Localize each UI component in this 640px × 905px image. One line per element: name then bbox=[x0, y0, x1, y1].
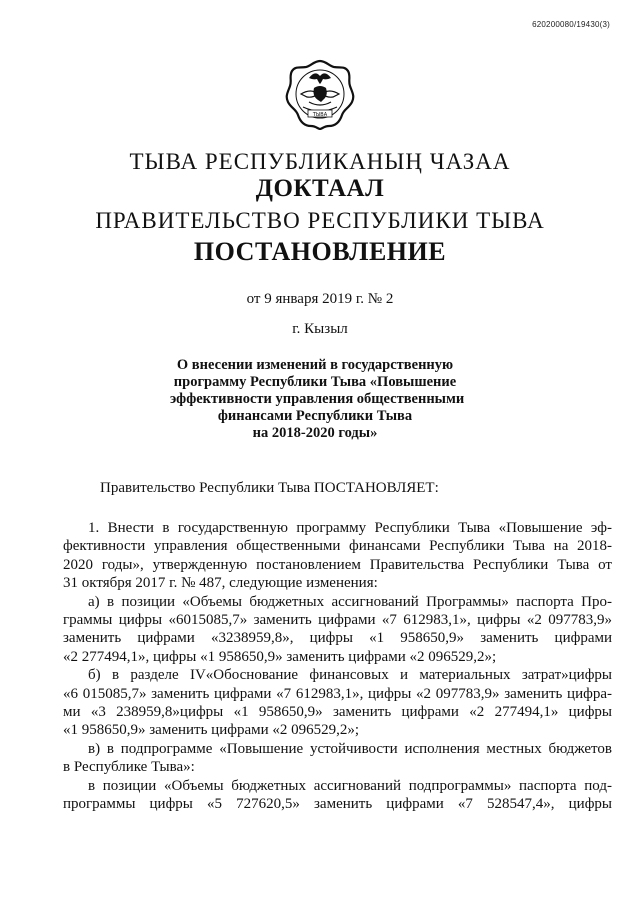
body-line: ми «3 238959,8»цифры «1 958650,9» заменить цифрами «2 277494,1» цифры bbox=[63, 704, 612, 721]
body-line: «2 277494,1», цифры «1 958650,9» заменить цифрами «2 096529,2»; bbox=[63, 648, 497, 665]
body-line: «1 958650,9» заменить цифрами «2 096529,2»; bbox=[63, 722, 360, 739]
subject-line: финансами Республики Тыва bbox=[217, 408, 413, 424]
body-line: граммы цифры «6015085,7» заменить цифрами «7 612983,1», цифры «2 097783,9» bbox=[63, 612, 612, 629]
document-city: г. Кызыл bbox=[292, 321, 348, 337]
body-line: в Республике Тыва»: bbox=[63, 759, 195, 776]
resolution-intro: Правительство Республики Тыва ПОСТАНОВЛЯЕТ: bbox=[100, 480, 439, 496]
body-line: программы цифры «5 727620,5» заменить цифрами «7 528547,4», цифры bbox=[63, 796, 612, 813]
header-government-tuvan: ТЫВА РЕСПУБЛИКАНЫҢ ЧАЗАА bbox=[129, 149, 511, 174]
document-registration-code: 620200080/19430(3) bbox=[532, 20, 610, 29]
body-line: фективности управления общественными финансами Республики Тыва на 2018- bbox=[63, 538, 612, 555]
body-line: 31 октября 2017 г. № 487, следующие изменения: bbox=[63, 575, 378, 592]
body-line: а) в позиции «Объемы бюджетных ассигнований Программы» паспорта Про- bbox=[88, 593, 612, 610]
document-body bbox=[63, 519, 612, 814]
body-line: заменить цифрами «3238959,8», цифры «1 958650,9» заменить цифрами bbox=[63, 630, 612, 647]
body-line: в позиции «Объемы бюджетных ассигнований подпрограммы» паспорта под- bbox=[88, 777, 612, 794]
subject-line: на 2018-2020 годы» bbox=[252, 425, 378, 441]
header-government-russian: ПРАВИТЕЛЬСТВО РЕСПУБЛИКИ ТЫВА bbox=[95, 208, 545, 233]
body-line: 2020 годы», утвержденную постановлением Правительства Республики Тыва от bbox=[63, 556, 612, 573]
body-line: 1. Внести в государственную программу Республики Тыва «Повышение эф- bbox=[88, 520, 612, 536]
body-line: «6 015085,7» заменить цифрами «7 612983,1», цифры «2 097783,9» заменить цифра- bbox=[63, 685, 612, 702]
document-subject bbox=[170, 357, 465, 442]
body-line: б) в разделе IV«Обоснование финансовых и материальных затрат»цифры bbox=[88, 667, 612, 684]
subject-line: эффективности управления общественными bbox=[170, 391, 465, 407]
subject-line: программу Республики Тыва «Повышение bbox=[173, 374, 457, 390]
document-date: от 9 января 2019 г. № 2 bbox=[246, 291, 394, 307]
header-decree-tuvan: ДОКТААЛ bbox=[255, 175, 385, 202]
emblem-ribbon-text: ТЫВА bbox=[312, 112, 328, 118]
coat-of-arms-emblem bbox=[285, 58, 355, 130]
body-line: в) в подпрограмме «Повышение устойчивости исполнения местных бюджетов bbox=[88, 740, 612, 757]
header-decree-russian: ПОСТАНОВЛЕНИЕ bbox=[193, 237, 447, 266]
subject-line: О внесении изменений в государственную bbox=[176, 357, 454, 373]
